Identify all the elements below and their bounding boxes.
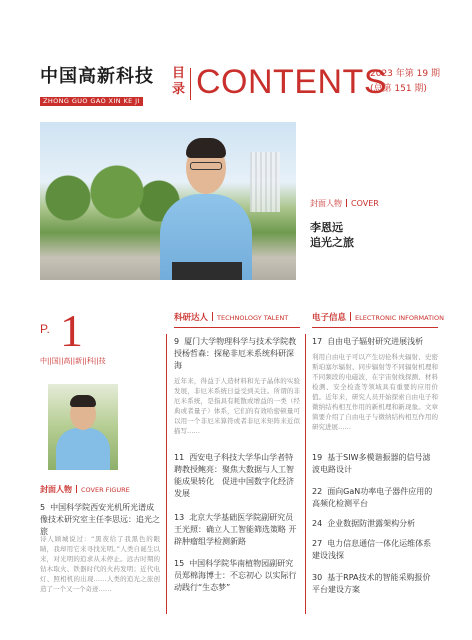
toc-divider	[190, 68, 191, 100]
toc-entry[interactable]	[174, 336, 300, 372]
toc-entry-page: 30	[312, 573, 323, 582]
right-section-tag-en: ELECTRONIC INFORMATION	[355, 314, 444, 322]
background-building	[250, 152, 280, 212]
middle-section-rule	[174, 327, 300, 328]
cover-tag	[310, 198, 440, 210]
toc-entry[interactable]	[312, 486, 438, 510]
toc-entry[interactable]	[174, 558, 300, 594]
toc-entry[interactable]	[312, 452, 438, 476]
toc-entry-title: 电力信息通信一体化运维体系建设浅探	[312, 539, 432, 560]
toc-entry-title: 自由电子辐射研究进展浅析	[327, 337, 424, 346]
left-section-tag-en: COVER FIGURE	[81, 486, 130, 494]
tag-separator	[76, 485, 77, 493]
article-excerpt: 利用自由电子可以产生切伦科夫辐射、史密斯珀塞尔辐射、同步辐射等不同辐射机理和不同频段的电磁波，在宇宙射线探测、材料检测、安全检查等领域具有重要的应用价值。近年来，研究人员开始探索自由电子和微纳结构相互作用的新机理和新现象。文章简要介绍了自由电子与微纳结构相互作用的研究进展……	[312, 353, 438, 431]
toc-entry-page: 13	[174, 513, 185, 522]
toc-entry[interactable]	[312, 538, 438, 562]
issue-info	[370, 68, 440, 96]
toc-entry[interactable]	[40, 502, 160, 538]
toc-entry-page: 19	[312, 453, 323, 462]
tag-separator	[350, 312, 351, 321]
article-excerpt: 近年来，得益于人造材料和光子晶体的实验发展，非厄米系统日益受到关注。所谓的非厄米系统，是指具有耗散或增益的一类（经典或者量子）体系，它们的有效哈密顿量可以用一个非厄米算符或者非厄米矩阵来近似描写……	[174, 377, 300, 435]
cover-tag-en: COVER	[351, 199, 379, 208]
portrait-hair	[70, 395, 96, 407]
tag-separator	[346, 199, 347, 207]
toc-english-title: CONTENTS	[196, 63, 387, 101]
toc-entry-page: 5	[40, 503, 46, 512]
page-marker-number: 1	[60, 305, 83, 356]
toc-entry[interactable]	[312, 518, 438, 530]
person-glasses	[190, 162, 222, 170]
toc-entry-title: 西安电子科技大学华山学者特聘教授鲍亮：聚焦大数据与人工智能成果转化 促进中国数字化经济发展	[174, 453, 294, 498]
toc-entry-title: 中国科学院华南植物园副研究员郑棉海博士：不忘初心 以实际行动践行“生态梦”	[174, 559, 297, 592]
cover-tag-cn: 封面人物	[310, 199, 342, 208]
left-section-tag-cn: 封面人物	[40, 485, 72, 494]
toc-entry-title: 基于RPA技术的智能采购报价平台建设方案	[312, 573, 431, 594]
middle-section-tag-cn: 科研达人	[174, 313, 209, 323]
left-section-tag	[40, 484, 130, 496]
right-section-rule	[312, 327, 438, 328]
cover-person-name: 李恩远	[310, 221, 343, 234]
middle-section-header	[174, 312, 288, 324]
toc-entry-page: 22	[312, 487, 323, 496]
toc-entry-page: 9	[174, 337, 180, 346]
toc-entry-page: 15	[174, 559, 185, 568]
page-marker	[40, 305, 160, 368]
toc-entry-title: 企业数据防泄露架构分析	[327, 519, 416, 528]
toc-entry-title: 面向GaN功率电子器件应用的高频化检测平台	[312, 487, 433, 508]
total-issue-number: (总第 151 期)	[370, 84, 427, 94]
person-pants	[172, 262, 242, 280]
toc-entry-title: 中国科学院西安光机所光谱成像技术研究室主任李思远：追光之旅	[40, 503, 160, 536]
background-trees	[40, 162, 180, 222]
right-section-tag-cn: 电子信息	[312, 313, 347, 323]
tag-separator	[212, 312, 213, 321]
toc-entry-page: 17	[312, 337, 323, 346]
toc-entry[interactable]	[312, 572, 438, 596]
toc-chinese-label: 目录	[172, 66, 186, 97]
cover-subtitle: 追光之旅	[310, 236, 354, 249]
cover-figure-portrait	[48, 384, 118, 470]
right-section-header	[312, 312, 444, 324]
person-hair	[186, 138, 226, 158]
cover-feature	[310, 198, 440, 250]
toc-entry-page: 27	[312, 539, 323, 548]
page-marker-keywords: 中||国||高||新||科||技	[40, 357, 106, 365]
toc-entry-title: 厦门大学物理科学与技术学院教授杨哲森：探秘非厄米系统科研深海	[174, 337, 297, 370]
toc-entry-page: 11	[174, 453, 185, 462]
logo-chinese-title: 中国高新科技	[40, 66, 154, 87]
issue-number: 2023 年第 19 期	[370, 69, 440, 79]
toc-entry[interactable]	[174, 452, 300, 500]
page-marker-label: P.	[40, 322, 50, 336]
toc-entry-title: 北京大学基础医学院副研究员王光照：确立人工智能筛选策略 开辟肿瘤组学检测新路	[174, 513, 297, 546]
toc-entry[interactable]	[312, 336, 438, 348]
portrait-shirt	[56, 428, 110, 470]
toc-entry[interactable]	[174, 512, 300, 548]
article-excerpt: 诗人顾城说过：“黑夜给了我黑色的眼睛，我却用它来寻找光明。”人类自诞生以来，对光明的追求从未停止。远古时期的钻木取火、铁器时代的火药发明；近代电灯、照相机的出现……人类的追光之旅创造了一个又一个奇迹……	[40, 535, 160, 593]
toc-entry-page: 24	[312, 519, 323, 528]
magazine-logo	[40, 66, 164, 107]
column-divider	[166, 334, 167, 614]
logo-pinyin-banner: ZHONG GUO GAO XIN KE JI	[40, 97, 143, 106]
column-divider	[305, 334, 306, 614]
cover-photo	[40, 122, 296, 280]
toc-entry-title: 基于SIW多模谐振器的信号滤波电路设计	[312, 453, 431, 474]
middle-section-tag-en: TECHNOLOGY TALENT	[217, 314, 289, 322]
